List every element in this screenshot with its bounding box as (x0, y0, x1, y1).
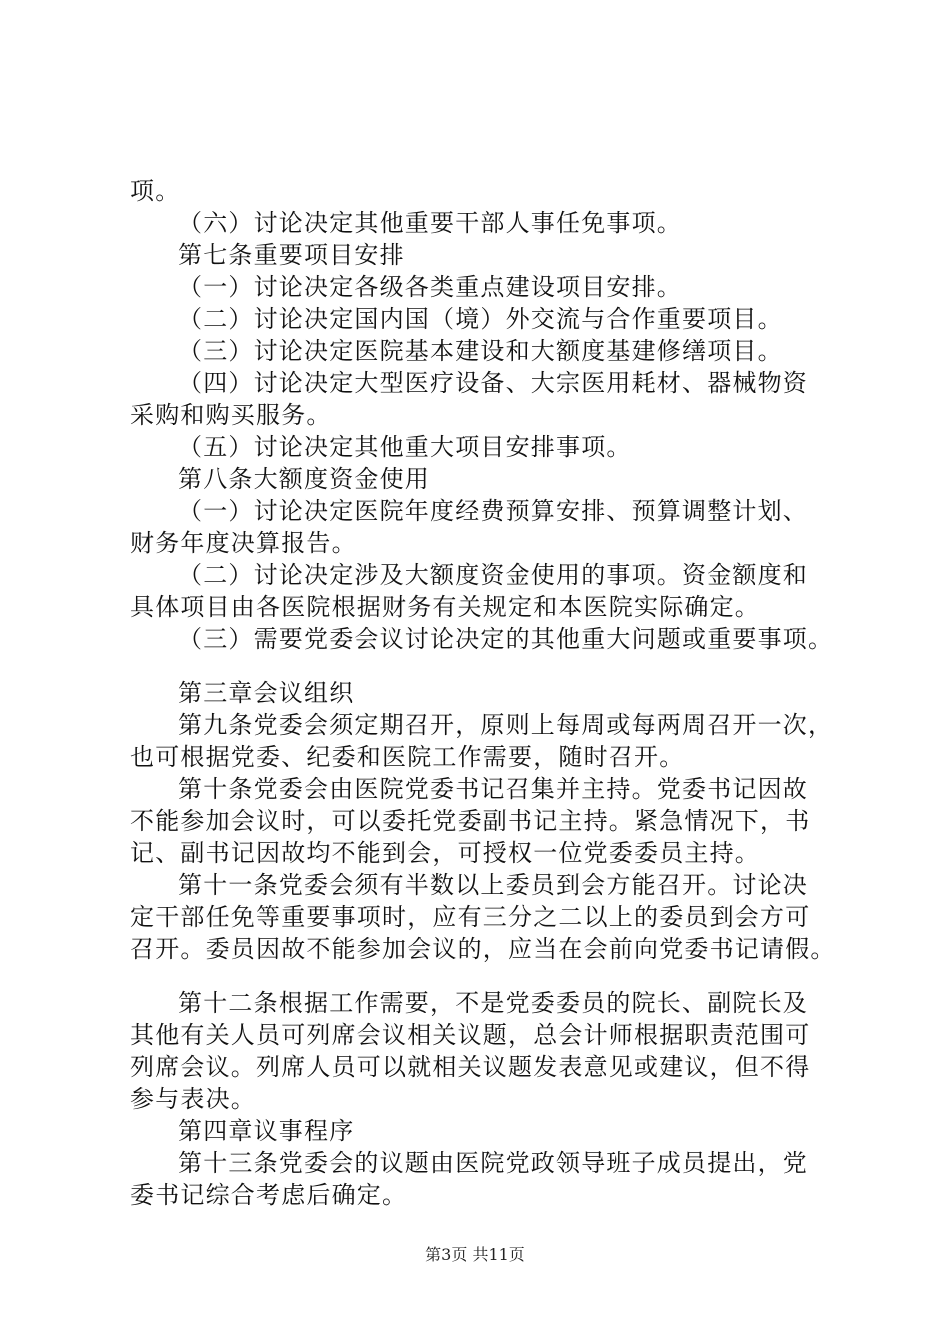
text-line: （一）讨论决定各级各类重点建设项目安排。 (178, 273, 682, 301)
section-heading: 第八条大额度资金使用 (178, 465, 430, 493)
text-line: 参与表决。 (130, 1085, 256, 1113)
chapter-heading: 第四章议事程序 (178, 1117, 355, 1145)
chapter-heading: 第三章会议组织 (178, 679, 355, 707)
text-line: 第十条党委会由医院党委书记召集并主持。党委书记因故 (178, 775, 808, 803)
text-line: 列席会议。列席人员可以就相关议题发表意见或建议，但不得 (130, 1053, 811, 1081)
text-line: （四）讨论决定大型医疗设备、大宗医用耗材、器械物资 (178, 369, 808, 397)
text-line: 第九条党委会须定期召开，原则上每周或每两周召开一次， (178, 711, 834, 739)
text-line: 记、副书记因故均不能到会，可授权一位党委委员主持。 (130, 839, 760, 867)
section-heading: 第七条重要项目安排 (178, 241, 405, 269)
text-line: （三）讨论决定医院基本建设和大额度基建修缮项目。 (178, 337, 783, 365)
text-line: 采购和购买服务。 (130, 401, 332, 429)
text-line: 其他有关人员可列席会议相关议题，总会计师根据职责范围可 (130, 1021, 811, 1049)
text-line: （二）讨论决定国内国（境）外交流与合作重要项目。 (178, 305, 783, 333)
text-line: 具体项目由各医院根据财务有关规定和本医院实际确定。 (130, 593, 760, 621)
text-line: 财务年度决算报告。 (130, 529, 357, 557)
page-number: 第3页 共11页 (425, 1245, 525, 1264)
text-line: 委书记综合考虑后确定。 (130, 1181, 408, 1209)
text-line: （六）讨论决定其他重要干部人事任免事项。 (178, 209, 682, 237)
text-line: 第十三条党委会的议题由医院党政领导班子成员提出，党 (178, 1149, 808, 1177)
text-line: 项。 (130, 177, 181, 205)
text-line: 也可根据党委、纪委和医院工作需要，随时召开。 (130, 743, 685, 771)
text-line: （三）需要党委会议讨论决定的其他重大问题或重要事项。 (178, 625, 834, 653)
text-line: 第十二条根据工作需要，不是党委委员的院长、副院长及 (178, 989, 808, 1017)
text-line: 定干部任免等重要事项时，应有三分之二以上的委员到会方可 (130, 903, 811, 931)
text-line: 第十一条党委会须有半数以上委员到会方能召开。讨论决 (178, 871, 808, 899)
text-line: （五）讨论决定其他重大项目安排事项。 (178, 433, 632, 461)
text-line: （二）讨论决定涉及大额度资金使用的事项。资金额度和 (178, 561, 808, 589)
text-line: （一）讨论决定医院年度经费预算安排、预算调整计划、 (178, 497, 808, 525)
text-line: 不能参加会议时，可以委托党委副书记主持。紧急情况下，书 (130, 807, 811, 835)
text-line: 召开。委员因故不能参加会议的，应当在会前向党委书记请假。 (130, 935, 836, 963)
